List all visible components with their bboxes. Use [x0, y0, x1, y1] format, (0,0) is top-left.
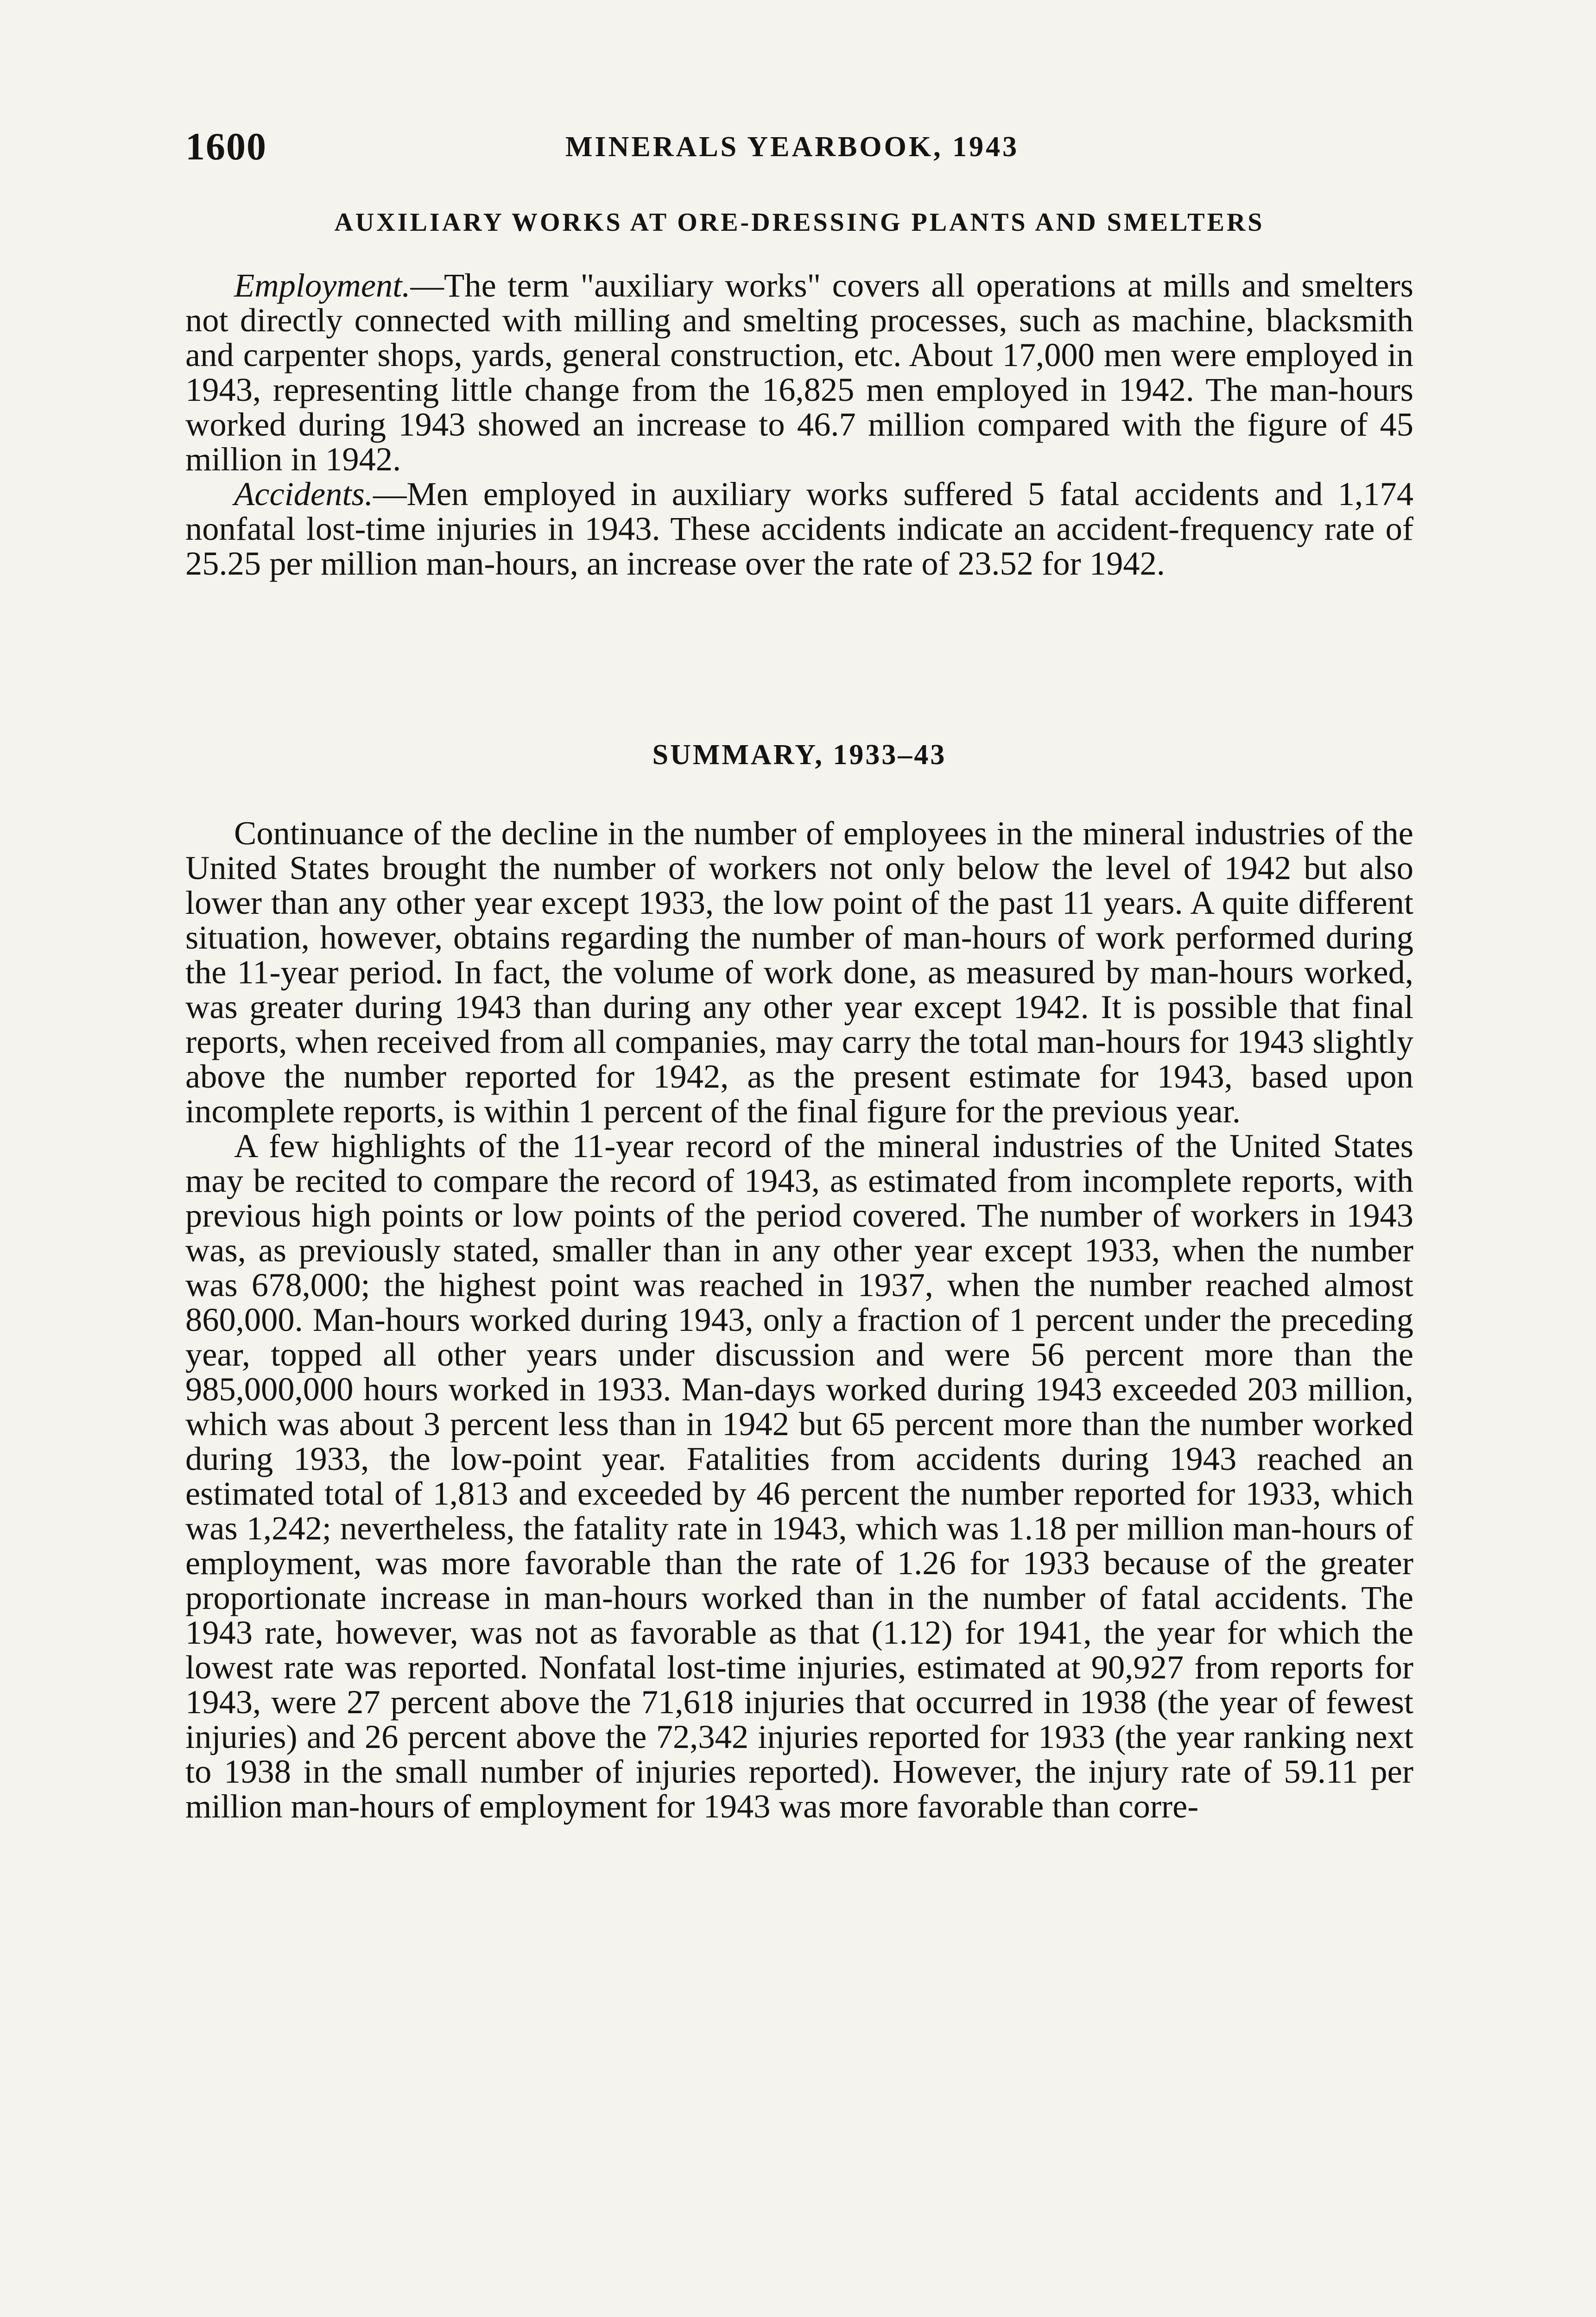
section-heading-auxiliary-works: AUXILIARY WORKS AT ORE-DRESSING PLANTS AND SMELTERS: [334, 208, 1265, 237]
page-number: 1600: [185, 125, 267, 168]
running-title: MINERALS YEARBOOK, 1943: [565, 131, 1020, 163]
accidents-paragraph: [185, 476, 1413, 581]
summary-paragraph-1: Continuance of the decline in the number of employees in the mineral industries of the United States brought the number of workers not only below the level of 1942 but also lower than any other year except 1933, the low point of the past 11 years. A quite different situation, however, obtains regarding the number of man-hours of work performed during the 11-year period. In fact, the volume of work done, as measured by man-hours worked, was greater during 1943 than during any other year except 1942. It is possible that final reports, when received from all companies, may carry the total man-hours for 1943 slightly above the number reported for 1942, as the present estimate for 1943, based upon incomplete reports, is within 1 percent of the final figure for the previous year.: [185, 814, 1413, 1130]
summary-paragraph-2: A few highlights of the 11-year record of the mineral industries of the United States may be recited to compare the record of 1943, as estimated from incomplete reports, with previous high points or low points of the period covered. The number of workers in 1943 was, as previously stated, smaller than in any other year except 1933, when the number was 678,000; the highest point was reached in 1937, when the number reached almost 860,000. Man-hours worked during 1943, only a fraction of 1 percent under the preceding year, topped all other years under discussion and were 56 percent more than the 985,000,000 hours worked in 1933. Man-days worked during 1943 exceeded 203 million, which was about 3 percent less than in 1942 but 65 percent more than the number worked during 1933, the low-point year. Fatalities from accidents during 1943 reached an estimated total of 1,813 and exceeded by 46 percent the number reported for 1933, which was 1,242; nevertheless, the fatality rate in 1943, which was 1.18 per million man-hours of employment, was more favorable than the rate of 1.26 for 1933 because of the greater proportionate increase in man-hours worked than in the number of fatal accidents. The 1943 rate, however, was not as favorable as that (1.12) for 1941, the year for which the lowest rate was reported. Nonfatal lost-time injuries, estimated at 90,927 from reports for 1943, were 27 percent above the 71,618 injuries that occurred in 1938 (the year of fewest injuries) and 26 percent above the 72,342 injuries reported for 1933 (the year ranking next to 1938 in the small number of injuries reported). However, the injury rate of 59.11 per million man-hours of employment for 1943 was more favorable than corre-: [185, 1127, 1413, 1825]
accidents-lead: Accidents.: [234, 475, 373, 513]
section-heading-summary: SUMMARY, 1933–43: [652, 739, 947, 771]
employment-lead: Employment.: [234, 266, 411, 304]
summary-body: [185, 816, 1413, 1823]
employment-paragraph: [185, 268, 1413, 476]
running-head: [185, 124, 1413, 175]
accidents-text: —Men employed in auxiliary works suffered 5 fatal accidents and 1,174 nonfatal lost-time injuries in 1943. These accidents indicate an accident-frequency rate of 25.25 per million man-hours, an increase over the rate of 23.52 for 1942.: [185, 475, 1413, 582]
employment-text: —The term "auxiliary works" covers all operations at mills and smelters not directly connected with milling and smelting processes, such as machine, blacksmith and carpenter shops, yards, general construction, etc. About 17,000 men were employed in 1943, representing little change from the 16,825 men employed in 1942. The man-hours worked during 1943 showed an increase to 46.7 million compared with the figure of 45 million in 1942.: [185, 266, 1413, 478]
auxiliary-works-body: [185, 268, 1413, 581]
